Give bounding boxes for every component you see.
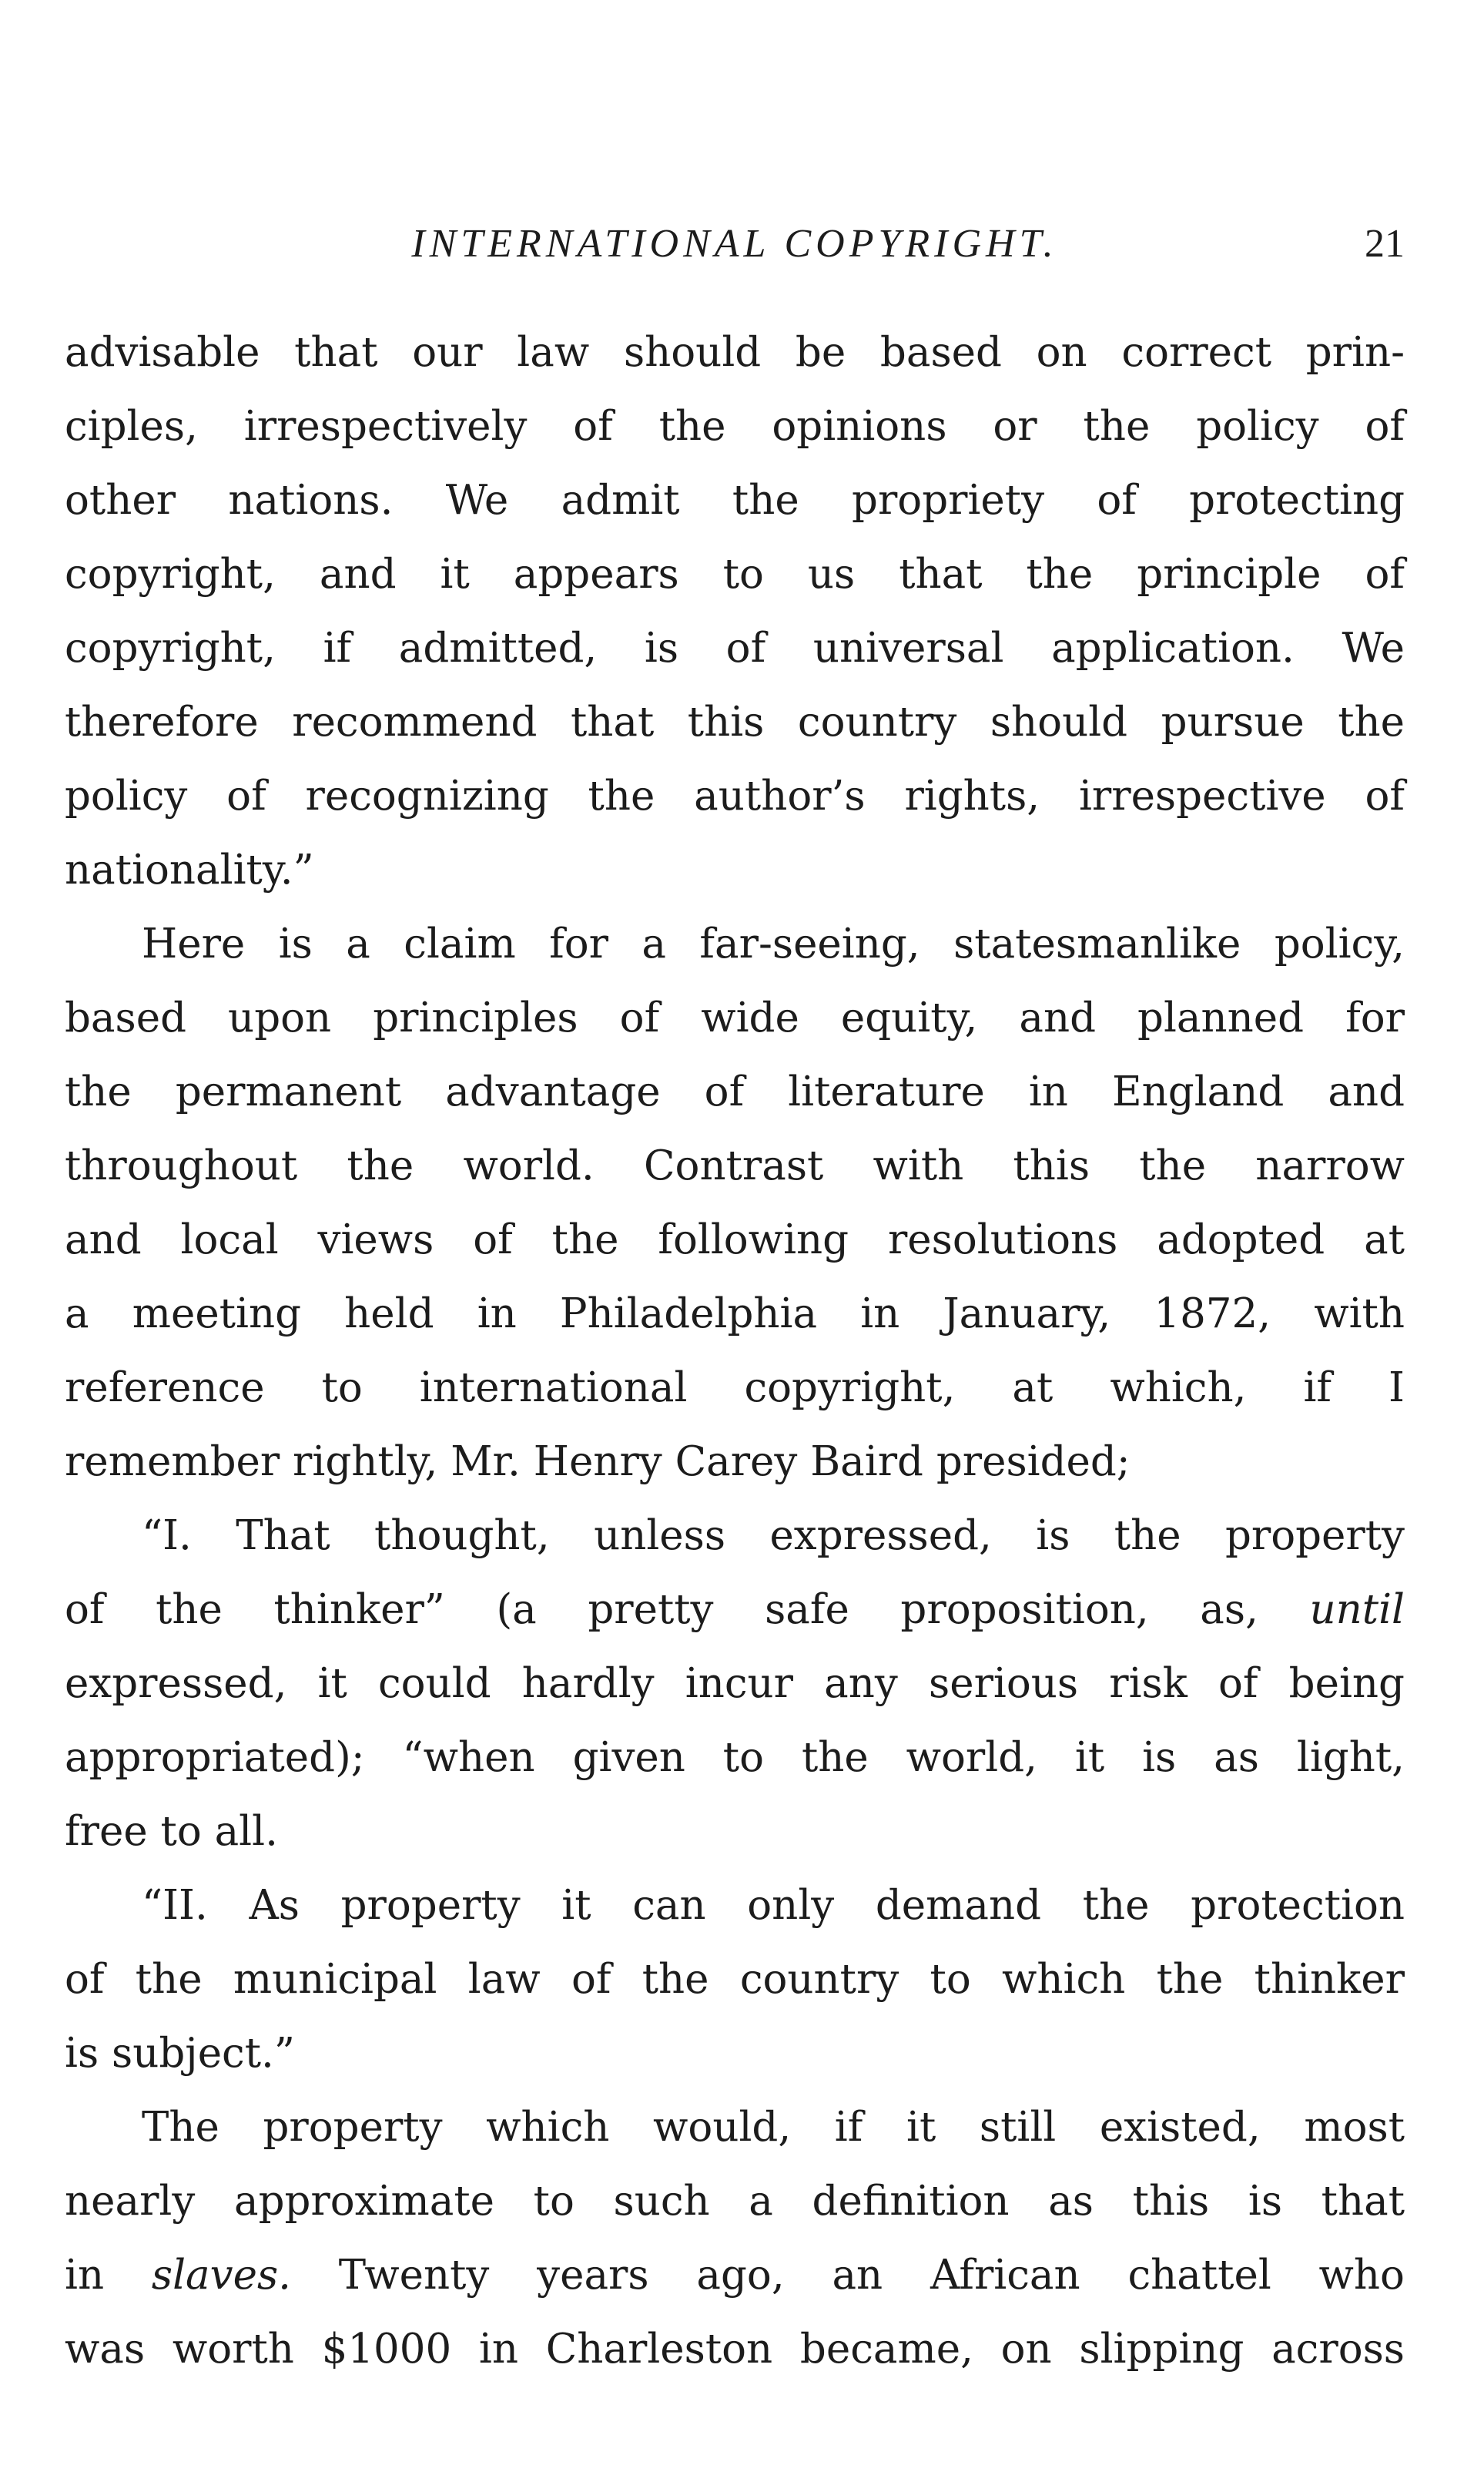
text-line: was worth $1000 in Charleston became, on slipping across <box>65 2326 1405 2373</box>
text-line: expressed, it could hardly incur any serious risk of being <box>65 1660 1405 1707</box>
text-line: the permanent advantage of literature in England and <box>65 1068 1405 1115</box>
text-line: remember rightly, Mr. Henry Carey Baird presided; <box>65 1438 1131 1485</box>
paragraph-3 <box>65 1499 1405 1869</box>
text-line: “II. As property it can only demand the protection <box>142 1882 1405 1929</box>
text-line <box>65 2239 1405 2313</box>
text-line <box>65 1573 1405 1647</box>
text-segment: of the thinker” (a pretty safe proposition, as, <box>65 1586 1258 1633</box>
text-line: policy of recognizing the author’s rights, irrespective of <box>65 773 1405 820</box>
text-line: reference to international copyright, at which, if I <box>65 1364 1405 1411</box>
text-line: copyright, and it appears to us that the principle of <box>65 551 1405 598</box>
paragraph-5 <box>65 2091 1405 2386</box>
text-line: therefore recommend that this country should pursue the <box>65 699 1405 746</box>
text-segment: Twenty years ago, an African chattel who <box>338 2252 1405 2299</box>
text-line: is subject.” <box>65 2030 295 2077</box>
text-line: advisable that our law should be based on correct prin- <box>65 329 1405 376</box>
text-line: nationality.” <box>65 847 314 894</box>
text-line: and local views of the following resolutions adopted at <box>65 1216 1405 1263</box>
body-text <box>65 316 1405 2386</box>
text-line: throughout the world. Contrast with this the narrow <box>65 1142 1405 1189</box>
text-line: free to all. <box>65 1808 278 1855</box>
paragraph-4 <box>65 1869 1405 2091</box>
paragraph-2 <box>65 907 1405 1499</box>
paragraph-1 <box>65 316 1405 907</box>
text-line: nearly approximate to such a definition as this is that <box>65 2178 1405 2225</box>
text-line: The property which would, if it still existed, most <box>142 2104 1405 2151</box>
text-line: copyright, if admitted, is of universal application. We <box>65 625 1405 672</box>
text-line: based upon principles of wide equity, and planned for <box>65 994 1405 1041</box>
text-segment: in <box>65 2252 105 2299</box>
text-line: “I. That thought, unless expressed, is the property <box>142 1512 1405 1559</box>
running-title: INTERNATIONAL COPYRIGHT. <box>411 222 1058 266</box>
text-line: other nations. We admit the propriety of protecting <box>65 477 1405 524</box>
text-line: ciples, irrespectively of the opinions or the policy of <box>65 403 1405 450</box>
text-line: a meeting held in Philadelphia in January, 1872, with <box>65 1290 1405 1337</box>
text-line: of the municipal law of the country to which the thinker <box>65 1956 1405 2003</box>
text-line: Here is a claim for a far-seeing, statesmanlike policy, <box>142 921 1405 968</box>
running-head <box>65 217 1405 271</box>
emphasis-slaves: slaves. <box>151 2252 291 2299</box>
emphasis-until: until <box>1309 1586 1405 1633</box>
text-line: appropriated); “when given to the world, it is as light, <box>65 1734 1405 1781</box>
page-number: 21 <box>1365 222 1405 266</box>
